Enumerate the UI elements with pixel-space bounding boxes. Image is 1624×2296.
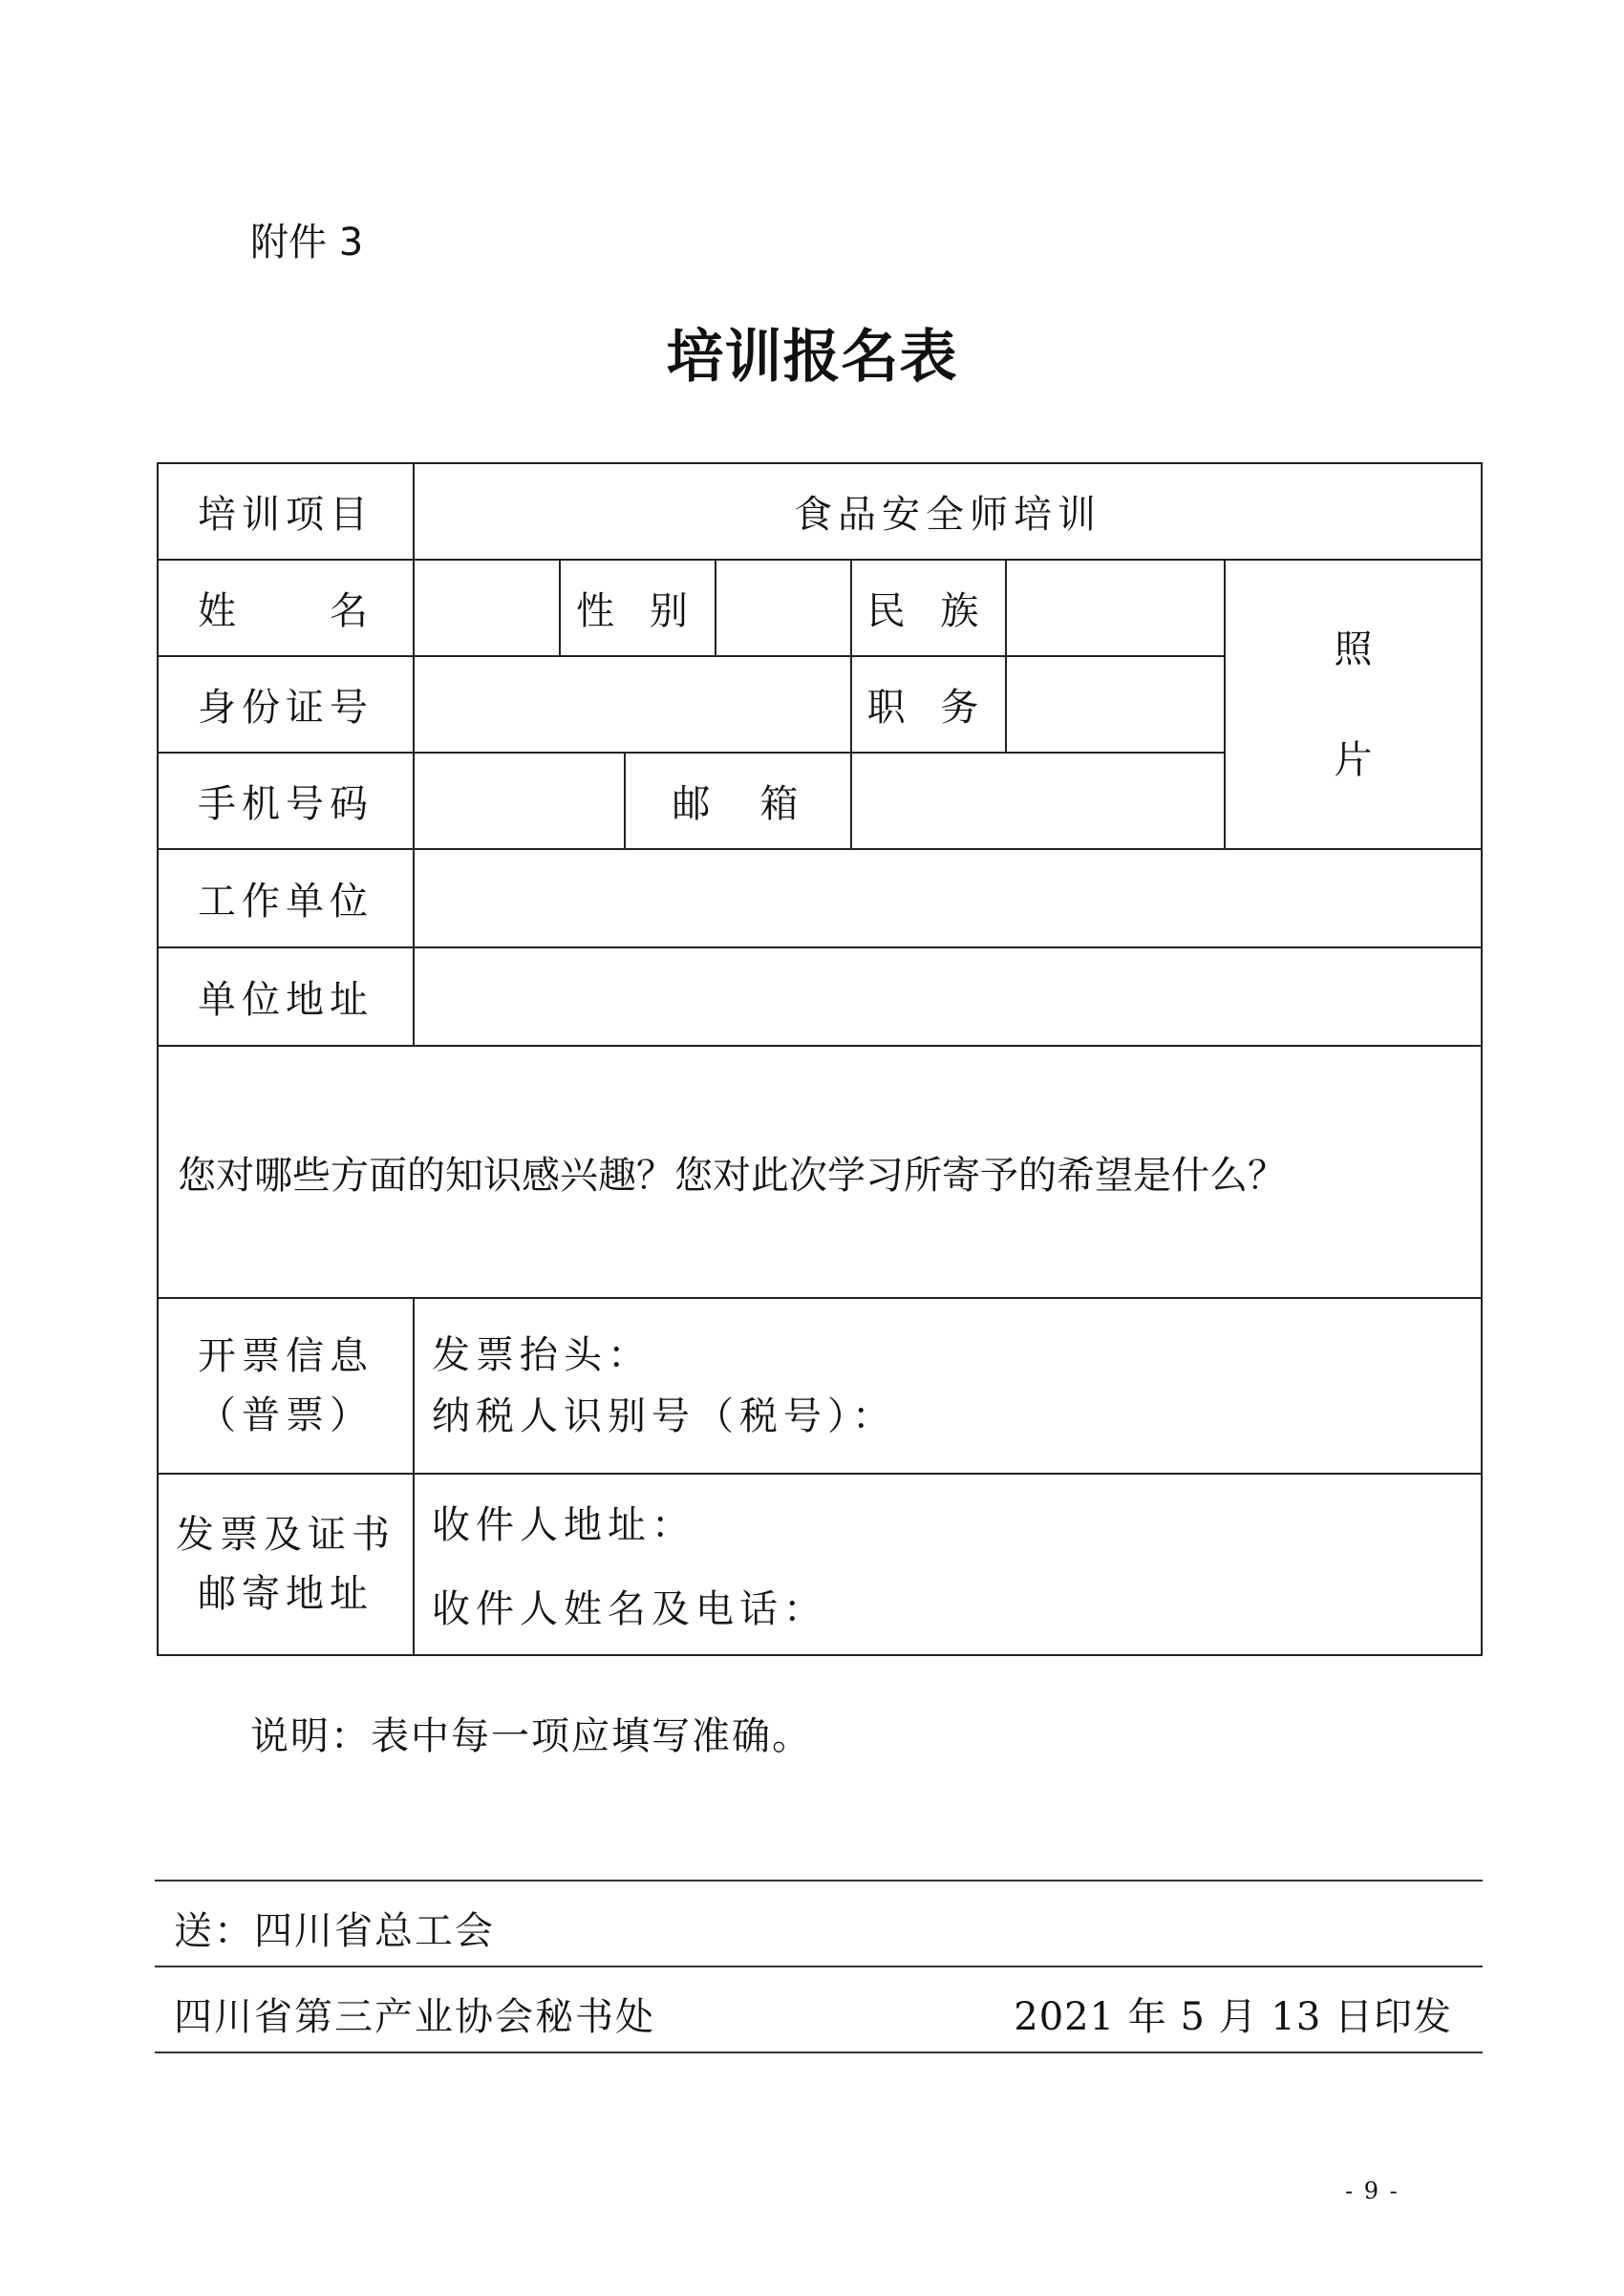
project-value: 食品安全师培训: [414, 463, 1482, 560]
form-title: 培训报名表: [666, 324, 958, 391]
phone-label: 手机号码: [158, 753, 414, 849]
issuer-name: 四川省第三产业协会秘书处: [174, 1995, 655, 2039]
employer-address-label: 单位地址: [158, 947, 414, 1046]
invoice-info-label: [158, 1298, 414, 1474]
invoice-label-line1: 开票信息: [198, 1333, 374, 1378]
position-input[interactable]: [1006, 656, 1225, 753]
name-label: 姓 名: [158, 560, 414, 656]
mailing-label-line1: 发票及证书: [176, 1512, 395, 1557]
attachment-label: 附件 3: [250, 221, 364, 265]
mailing-address-fields[interactable]: [414, 1474, 1482, 1655]
name-input[interactable]: [414, 560, 560, 656]
invoice-title-field[interactable]: 发票抬头：: [432, 1332, 652, 1377]
footer-divider-top: [155, 1880, 1483, 1881]
id-number-input[interactable]: [414, 656, 851, 753]
ethnicity-label: 民 族: [851, 560, 1006, 656]
send-to-line: 送：四川省总工会: [174, 1909, 495, 1953]
gender-input[interactable]: [716, 560, 851, 656]
interest-question[interactable]: 您对哪些方面的知识感兴趣？您对此次学习所寄予的希望是什么？: [158, 1046, 1482, 1297]
issue-date: 2021 年 5 月 13 日印发: [1014, 1995, 1452, 2039]
mailing-label-line2: 邮寄地址: [198, 1571, 374, 1616]
phone-input[interactable]: [414, 753, 625, 849]
page-number: - 9 -: [1345, 2178, 1400, 2204]
position-label: 职 务: [851, 656, 1006, 753]
employer-address-input[interactable]: [414, 947, 1482, 1046]
invoice-label-line2: （普票）: [198, 1392, 374, 1437]
id-number-label: 身份证号: [158, 656, 414, 753]
employer-label: 工作单位: [158, 849, 414, 947]
invoice-tax-id-field[interactable]: 纳税人识别号（税号）：: [432, 1393, 896, 1438]
email-input[interactable]: [851, 753, 1225, 849]
employer-input[interactable]: [414, 849, 1482, 947]
footer-divider-middle: [155, 1966, 1483, 1967]
gender-label: 性 别: [560, 560, 716, 656]
project-label: 培训项目: [158, 463, 414, 560]
photo-label-1: 照: [1334, 627, 1373, 671]
ethnicity-input[interactable]: [1006, 560, 1225, 656]
registration-form-table: [157, 462, 1483, 1656]
recipient-address-field[interactable]: 收件人地址：: [432, 1502, 695, 1547]
footer-divider-bottom: [155, 2052, 1483, 2053]
photo-label-2: 片: [1334, 737, 1373, 782]
photo-box[interactable]: [1225, 560, 1482, 849]
instruction-note: 说明：表中每一项应填写准确。: [250, 1714, 812, 1758]
invoice-info-fields[interactable]: [414, 1298, 1482, 1474]
email-label: 邮 箱: [625, 753, 851, 849]
mailing-address-label: [158, 1474, 414, 1655]
recipient-name-phone-field[interactable]: 收件人姓名及电话：: [432, 1586, 827, 1631]
